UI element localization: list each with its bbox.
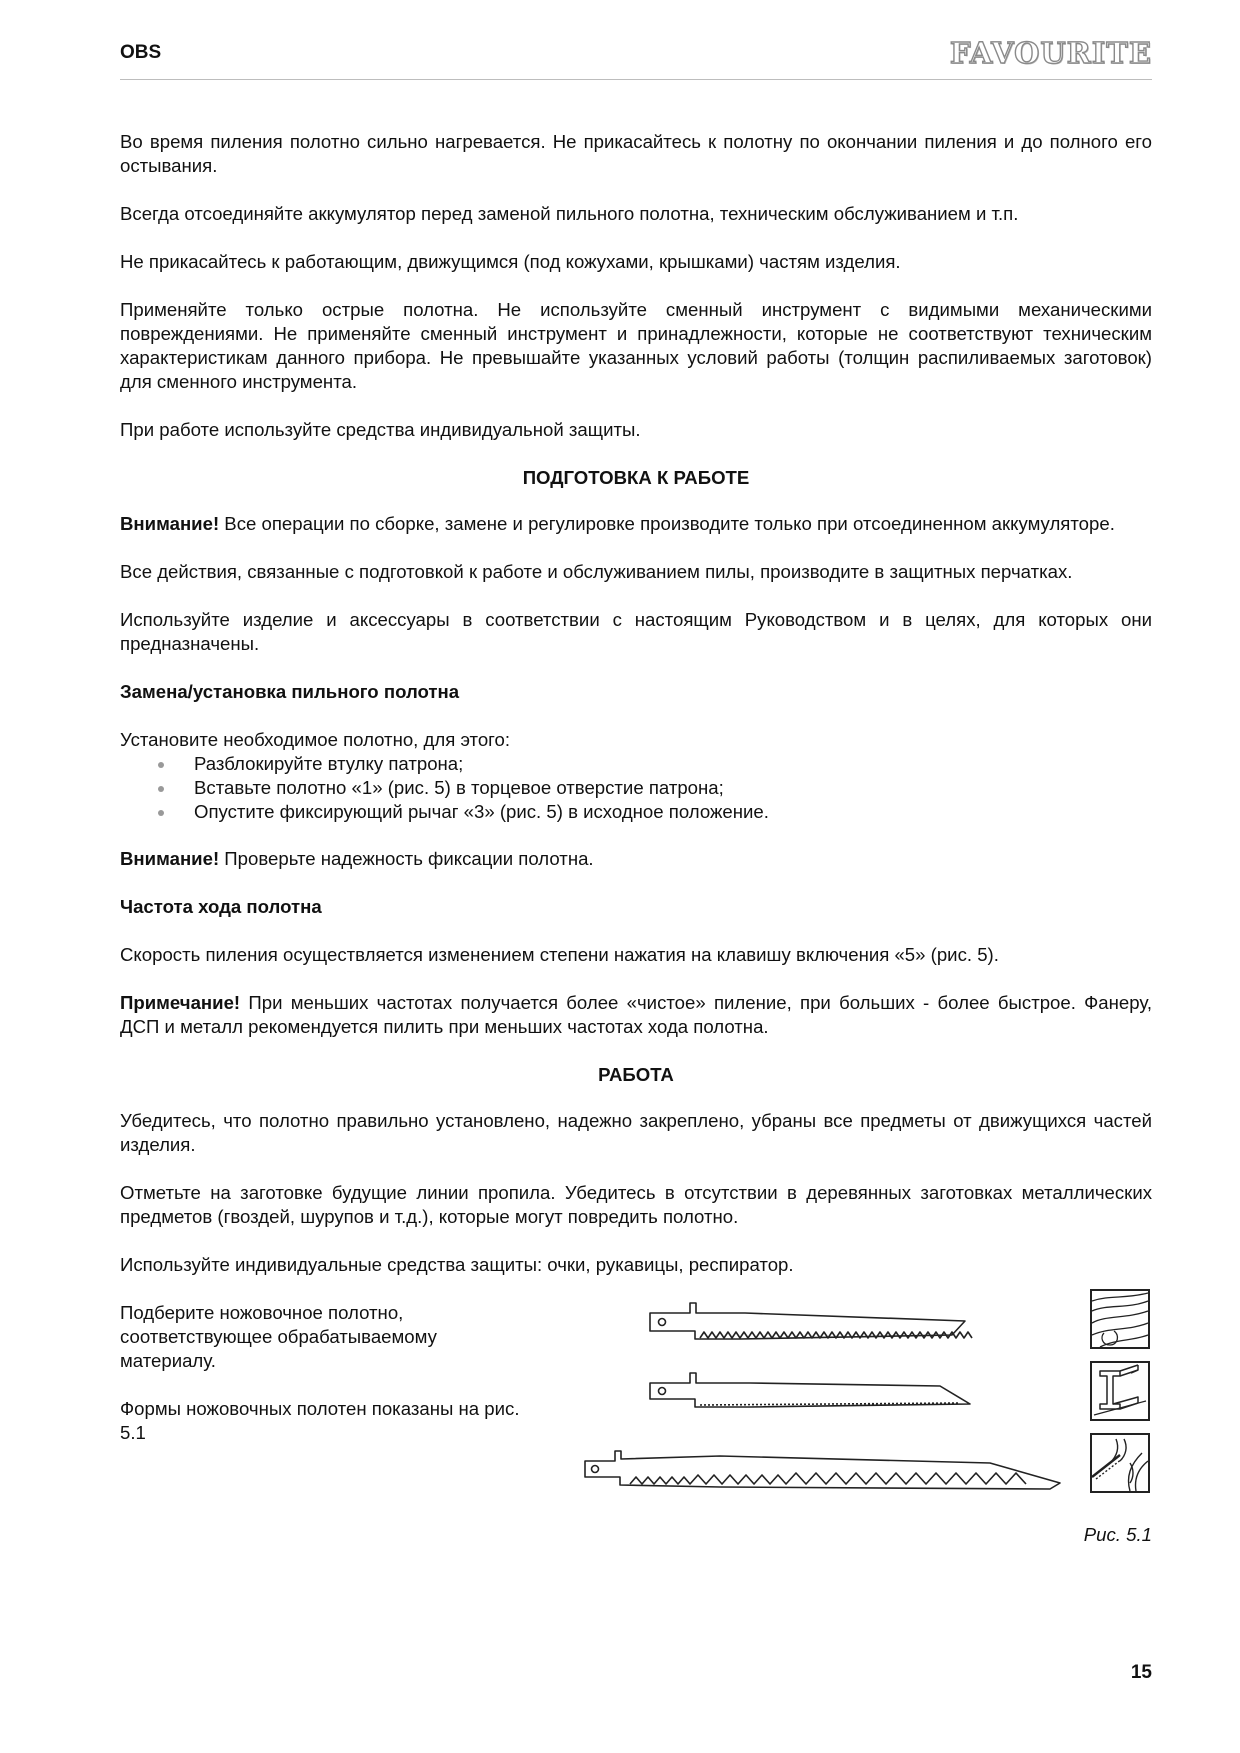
subheading-stroke-rate: Частота хода полотна: [120, 896, 322, 917]
warning-label: Внимание!: [120, 848, 220, 869]
warning-text: Все операции по сборке, замене и регулировке производите только при отсоединенном аккумуляторе.: [219, 513, 1115, 534]
saw-blade-coarse-icon: [585, 1451, 1060, 1489]
wood-material-icon: [1090, 1289, 1150, 1349]
list-item: Вставьте полотно «1» (рис. 5) в торцевое отверстие патрона;: [120, 776, 1152, 800]
section-heading-work: РАБОТА: [598, 1064, 674, 1085]
model-code: OBS: [120, 42, 162, 63]
paragraph-disconnect-battery: Всегда отсоединяйте аккумулятор перед заменой пильного полотна, техническим обслуживанием и т.п.: [120, 203, 1019, 224]
paragraph-speed: Скорость пиления осуществляется изменением степени нажатия на клавишу включения «5» (рис. 5).: [120, 944, 999, 965]
paragraph-install-intro: Установите необходимое полотно, для этого:: [120, 729, 511, 750]
page-content: [120, 130, 1152, 1545]
paragraph-sharp-blades: Применяйте только острые полотна. Не используйте сменный инструмент с видимыми механическими повреждениями. Не применяйте сменный инструмент и принадлежности, которые не соответствуют техническим характеристикам данного прибора. Не превышайте указанных условий работы (толщин распиливаемых заготовок) для сменного инструмента.: [120, 299, 1152, 392]
figure-description: [120, 1301, 530, 1469]
note-stroke-rate: [120, 991, 1152, 1039]
paragraph-protective-equipment: При работе используйте средства индивидуальной защиты.: [120, 419, 641, 440]
paragraph-choose-blade: Подберите ножовочное полотно, соответствующее обрабатываемому материалу.: [120, 1302, 437, 1371]
paragraph-blade-heat: Во время пиления полотно сильно нагревается. Не прикасайтесь к полотну по окончании пиления и до полного его остывания.: [120, 131, 1152, 176]
page-header: [120, 36, 1152, 80]
paragraph-blade-shapes: Формы ножовочных полотен показаны на рис. 5.1: [120, 1398, 520, 1443]
warning-assembly: [120, 512, 1152, 536]
tree-branch-material-icon: [1090, 1433, 1150, 1493]
subheading-blade-replacement: Замена/установка пильного полотна: [120, 681, 460, 702]
section-heading-preparation: ПОДГОТОВКА К РАБОТЕ: [522, 467, 750, 488]
saw-blade-metal-icon: [650, 1373, 970, 1407]
figure-5-1-area: [120, 1301, 1152, 1545]
note-label: Примечание!: [120, 992, 241, 1013]
paragraph-moving-parts: Не прикасайтесь к работающим, движущимся (под кожухами, крышками) частям изделия.: [120, 251, 901, 272]
figure-caption: Рис. 5.1: [1083, 1524, 1152, 1545]
list-item: Опустите фиксирующий рычаг «3» (рис. 5) в исходное положение.: [120, 800, 1152, 824]
saw-blade-wood-icon: [650, 1303, 972, 1339]
paragraph-mark-cut-lines: Отметьте на заготовке будущие линии пропила. Убедитесь в отсутствии в деревянных заготовках металлических предметов (гвоздей, шурупов и т.д.), которые могут повредить полотно.: [120, 1182, 1152, 1227]
page-number: 15: [1130, 1662, 1152, 1683]
note-text: При меньших частотах получается более «чистое» пиление, при больших - более быстрое. Фанеру, ДСП и металл рекомендуется пилить при меньших частотах хода полотна.: [120, 992, 1152, 1037]
metal-beam-material-icon: [1090, 1361, 1150, 1421]
install-steps-list: [120, 752, 1152, 824]
warning-check-fixation: [120, 847, 1152, 871]
paragraph-gloves: Все действия, связанные с подготовкой к работе и обслуживанием пилы, производите в защитных перчатках.: [120, 561, 1073, 582]
header-divider: [120, 79, 1152, 80]
paragraph-intended-use: Используйте изделие и аксессуары в соответствии с настоящим Руководством и в целях, для которых они предназначены.: [120, 609, 1152, 654]
warning-text: Проверьте надежность фиксации полотна.: [219, 848, 594, 869]
paragraph-check-installation: Убедитесь, что полотно правильно установлено, надежно закреплено, убраны все предметы от движущихся частей изделия.: [120, 1110, 1152, 1155]
paragraph-ppe: Используйте индивидуальные средства защиты: очки, рукавицы, респиратор.: [120, 1254, 794, 1275]
saw-blades-figure: [570, 1291, 1070, 1531]
list-item: Разблокируйте втулку патрона;: [120, 752, 1152, 776]
brand-logo: FAVOURITE: [949, 36, 1152, 70]
warning-label: Внимание!: [120, 513, 220, 534]
